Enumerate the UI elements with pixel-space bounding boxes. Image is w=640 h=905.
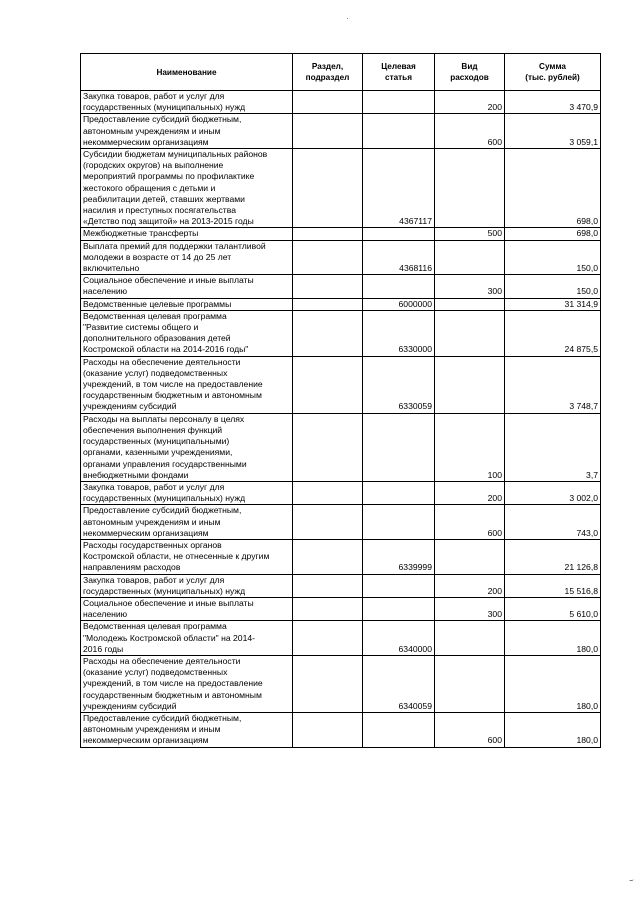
cell-name: Ведомственная целевая программа "Развитие системы общего и дополнительного образования детей Костромской области на 2014-2016 годы" (81, 310, 293, 356)
table-row (81, 505, 601, 540)
cell-type: 600 (435, 114, 505, 149)
cell-amount: 3 059,1 (505, 114, 601, 149)
cell-amount: 180,0 (505, 621, 601, 656)
cell-section (293, 539, 363, 574)
cell-name: Расходы на обеспечение деятельности (оказание услуг) подведомственных учреждений, в том числе на предоставление государственным бюджетным и автономным учреждениям субсидий (81, 655, 293, 712)
cell-section (293, 114, 363, 149)
cell-section (293, 310, 363, 356)
cell-section (293, 621, 363, 656)
cell-type: 300 (435, 275, 505, 298)
cell-section (293, 712, 363, 747)
cell-name: Выплата премий для поддержки талантливой молодежи в возрасте от 14 до 25 лет включительно (81, 240, 293, 275)
cell-target: 6330059 (363, 356, 435, 413)
cell-target (363, 114, 435, 149)
cell-target (363, 275, 435, 298)
table-row (81, 298, 601, 310)
table-row (81, 597, 601, 620)
cell-target: 6000000 (363, 298, 435, 310)
cell-type: 200 (435, 481, 505, 504)
table-row (81, 114, 601, 149)
cell-type (435, 655, 505, 712)
cell-target (363, 597, 435, 620)
cell-type (435, 298, 505, 310)
cell-amount: 698,0 (505, 228, 601, 240)
cell-type (435, 149, 505, 228)
cell-section (293, 413, 363, 481)
table-row (81, 149, 601, 228)
cell-name: Социальное обеспечение и иные выплаты населению (81, 597, 293, 620)
cell-target: 6330000 (363, 310, 435, 356)
cell-target: 4367117 (363, 149, 435, 228)
cell-type (435, 539, 505, 574)
cell-section (293, 240, 363, 275)
cell-type (435, 240, 505, 275)
table-row (81, 481, 601, 504)
cell-type: 600 (435, 712, 505, 747)
cell-section (293, 597, 363, 620)
cell-target: 6340000 (363, 621, 435, 656)
table-row (81, 712, 601, 747)
cell-amount: 5 610,0 (505, 597, 601, 620)
cell-target (363, 91, 435, 114)
cell-name: Закупка товаров, работ и услуг для государственных (муниципальных) нужд (81, 574, 293, 597)
cell-section (293, 298, 363, 310)
cell-name: Расходы на выплаты персоналу в целях обеспечения выполнения функций государственных (муниципальными) органами, казенными учреждениями, органами управления государственными внебюджетными фондами (81, 413, 293, 481)
cell-type (435, 310, 505, 356)
cell-amount: 180,0 (505, 712, 601, 747)
cell-amount: 150,0 (505, 240, 601, 275)
cell-name: Предоставление субсидий бюджетным, автономным учреждениям и иным некоммерческим организациям (81, 712, 293, 747)
table-row (81, 655, 601, 712)
table-row (81, 413, 601, 481)
cell-section (293, 149, 363, 228)
cell-name: Социальное обеспечение и иные выплаты населению (81, 275, 293, 298)
header-type: Вид расходов (435, 54, 505, 91)
cell-section (293, 655, 363, 712)
header-amount: Сумма (тыс. рублей) (505, 54, 601, 91)
cell-type: 100 (435, 413, 505, 481)
table-row (81, 574, 601, 597)
cell-name: Предоставление субсидий бюджетным, автономным учреждениям и иным некоммерческим организациям (81, 505, 293, 540)
cell-name: Ведомственная целевая программа "Молодежь Костромской области" на 2014- 2016 годы (81, 621, 293, 656)
cell-target (363, 413, 435, 481)
cell-amount: 150,0 (505, 275, 601, 298)
cell-type: 200 (435, 91, 505, 114)
cell-amount: 743,0 (505, 505, 601, 540)
table-row (81, 228, 601, 240)
cell-type: 200 (435, 574, 505, 597)
cell-name: Расходы государственных органов Костромской области, не отнесенные к другим направлениям расходов (81, 539, 293, 574)
cell-amount: 180,0 (505, 655, 601, 712)
header-target: Целевая статья (363, 54, 435, 91)
cell-amount: 21 126,8 (505, 539, 601, 574)
cell-amount: 24 875,5 (505, 310, 601, 356)
cell-name: Предоставление субсидий бюджетным, автономным учреждениям и иным некоммерческим организациям (81, 114, 293, 149)
cell-name: Ведомственные целевые программы (81, 298, 293, 310)
cell-name: Закупка товаров, работ и услуг для государственных (муниципальных) нужд (81, 481, 293, 504)
cell-section (293, 481, 363, 504)
cell-type: 300 (435, 597, 505, 620)
cell-target: 6339999 (363, 539, 435, 574)
header-section: Раздел, подраздел (293, 54, 363, 91)
cell-amount: 3 748,7 (505, 356, 601, 413)
cell-amount: 15 516,8 (505, 574, 601, 597)
cell-type (435, 356, 505, 413)
cell-amount: 3 470,9 (505, 91, 601, 114)
cell-type (435, 621, 505, 656)
cell-section (293, 275, 363, 298)
cell-target: 6340059 (363, 655, 435, 712)
cell-name: Субсидии бюджетам муниципальных районов (городских округов) на выполнение мероприятий программы по профилактике жестокого обращения с детьми и реабилитации детей, ставших жертвами насилия и преступных посягательства «Детство под защитой» на 2013-2015 годы (81, 149, 293, 228)
header-name: Наименование (81, 54, 293, 91)
cell-name: Межбюджетные трансферты (81, 228, 293, 240)
table-row (81, 621, 601, 656)
cell-section (293, 91, 363, 114)
cell-target (363, 481, 435, 504)
cell-target (363, 712, 435, 747)
table-row (81, 356, 601, 413)
scan-speck (347, 18, 348, 19)
table-row (81, 91, 601, 114)
cell-type: 600 (435, 505, 505, 540)
budget-table (80, 53, 601, 748)
cell-section (293, 356, 363, 413)
cell-target: 4368116 (363, 240, 435, 275)
cell-name: Закупка товаров, работ и услуг для государственных (муниципальных) нужд (81, 91, 293, 114)
cell-amount: 31 314,9 (505, 298, 601, 310)
table-row (81, 275, 601, 298)
cell-target (363, 505, 435, 540)
cell-amount: 698,0 (505, 149, 601, 228)
cell-target (363, 574, 435, 597)
cell-section (293, 574, 363, 597)
cell-amount: 3 002,0 (505, 481, 601, 504)
table-row (81, 240, 601, 275)
cell-section (293, 505, 363, 540)
cell-amount: 3,7 (505, 413, 601, 481)
cell-type: 500 (435, 228, 505, 240)
cell-section (293, 228, 363, 240)
cell-target (363, 228, 435, 240)
page-corner-mark: ~ (628, 875, 636, 886)
table-row (81, 539, 601, 574)
table-row (81, 310, 601, 356)
cell-name: Расходы на обеспечение деятельности (оказание услуг) подведомственных учреждений, в том числе на предоставление государственным бюджетным и автономным учреждениям субсидий (81, 356, 293, 413)
table-header-row (81, 54, 601, 91)
